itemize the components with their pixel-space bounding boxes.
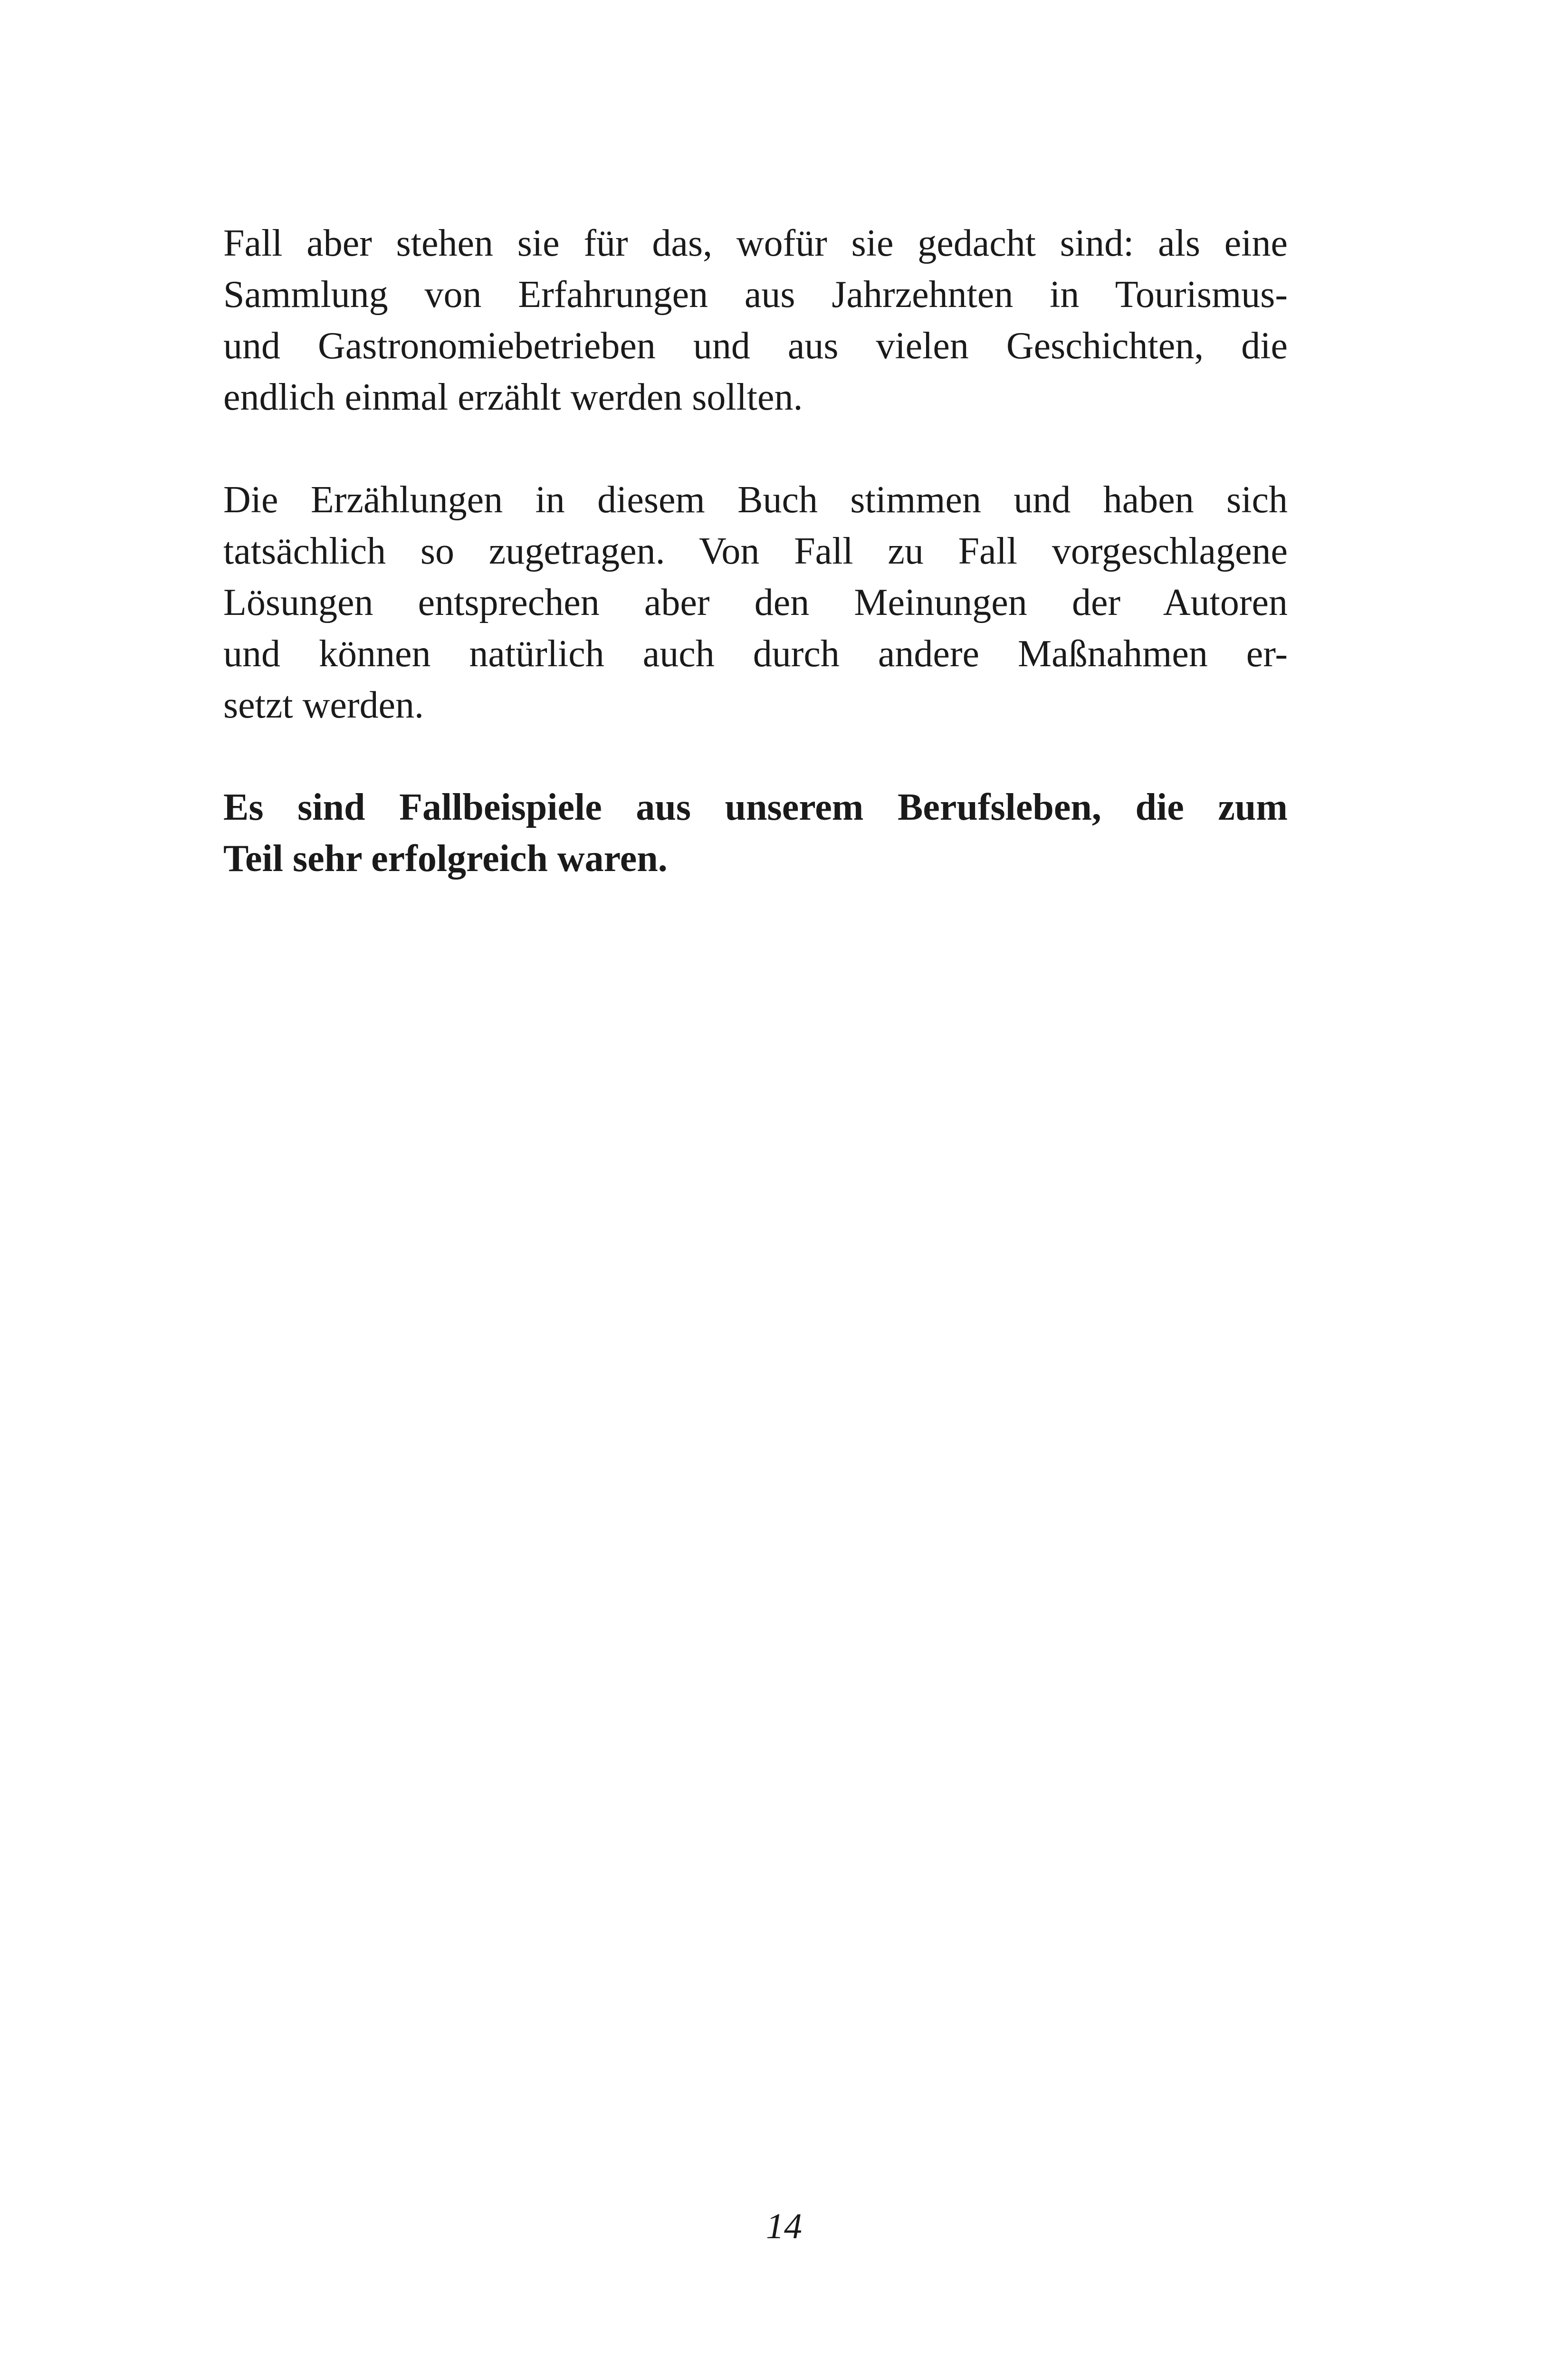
paragraph-line: Teil sehr erfolgreich waren. <box>223 838 668 880</box>
paragraph-line: setzt werden. <box>223 684 424 726</box>
paragraph-line: endlich einmal erzählt werden sollten. <box>223 376 803 418</box>
paragraph-line: Die Erzählungen in diesem Buch stimmen und haben sich <box>223 479 1288 521</box>
paragraph-line: Lösungen entsprechen aber den Meinungen der Autoren <box>223 582 1288 623</box>
paragraph-line: Fall aber stehen sie für das, wofür sie gedacht sind: als eine <box>223 222 1288 264</box>
paragraph-line: und können natürlich auch durch andere Maßnahmen er- <box>223 633 1288 675</box>
paragraph-line: Es sind Fallbeispiele aus unserem Berufsleben, die zum <box>223 786 1288 828</box>
paragraph-2 <box>223 474 1288 731</box>
paragraph-line: und Gastronomiebetrieben und aus vielen Geschichten, die <box>223 325 1288 367</box>
paragraph-1 <box>223 218 1288 423</box>
page-number: 14 <box>766 2206 802 2246</box>
paragraph-line: tatsächlich so zugetragen. Von Fall zu Fall vorgeschlagene <box>223 530 1288 572</box>
paragraph-line: Sammlung von Erfahrungen aus Jahrzehnten in Tourismus- <box>223 274 1288 316</box>
paragraph-3-bold <box>223 782 1288 884</box>
